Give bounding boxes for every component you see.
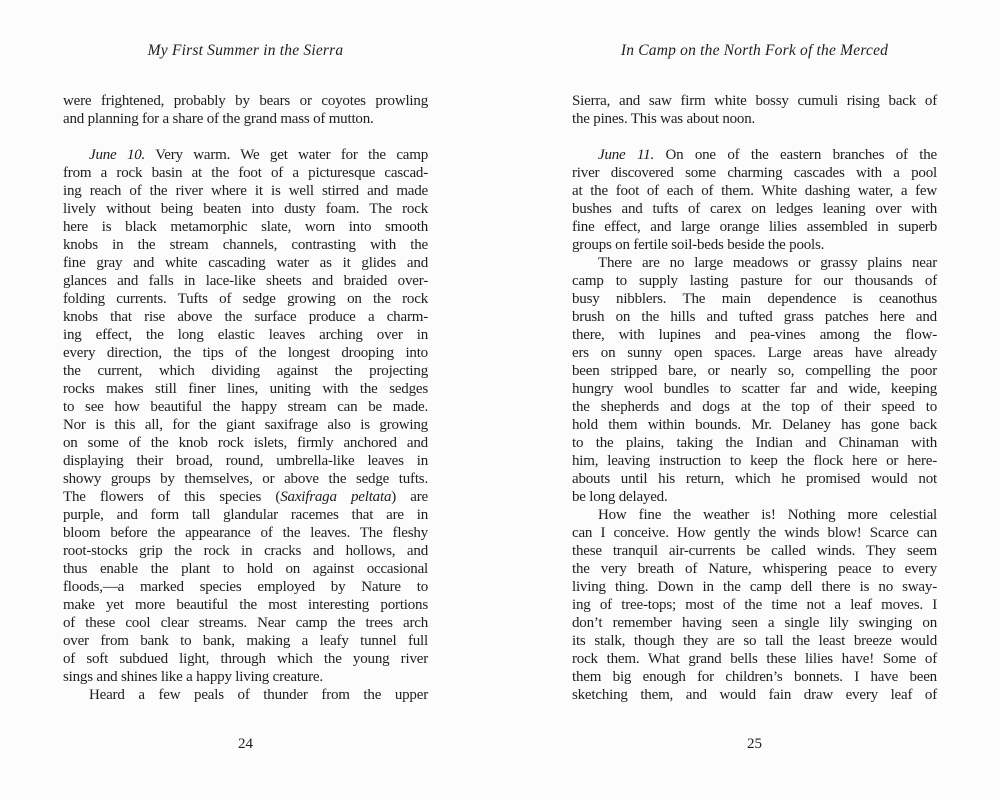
text-line [572,488,937,506]
text-run: river discovered some charming cascades with a pool [572,165,937,181]
text-line [63,668,428,686]
right-page [572,0,937,800]
text-line [63,146,428,164]
text-line [572,362,937,380]
text-line [572,146,937,164]
text-line [63,686,428,704]
text-run: glances and falls in lace-like sheets and braided over- [63,273,428,289]
left-page [63,0,428,800]
text-run: of these cool clear streams. Near camp the trees arch [63,615,428,631]
text-line [572,686,937,704]
text-run: ers on sunny open spaces. Large areas have already [572,345,937,361]
text-line [572,542,937,560]
text-run: the very breath of Nature, whispering peace to every [572,561,937,577]
text-run: The flowers of this species ( [63,489,281,505]
text-line [63,272,428,290]
text-run: of soft subdued light, through which the young river [63,651,428,667]
text-run: on some of the knob rock islets, firmly anchored and [63,435,428,451]
text-run: the shepherds and dogs at the top of their speed to [572,399,937,415]
text-run: Heard a few peals of thunder from the upper [89,687,428,703]
text-line [63,182,428,200]
text-run: There are no large meadows or grassy plains near [598,255,937,271]
text-run: root-stocks grip the rock in cracks and hollows, and [63,543,428,559]
text-run: from a rock basin at the foot of a picturesque cascad- [63,165,428,181]
text-run: don’t remember having seen a single lily swinging on [572,615,937,631]
text-run: How fine the weather is! Nothing more celestial [598,507,937,523]
text-line [572,182,937,200]
text-run: sings and shines like a happy living creature. [63,669,323,685]
text-line [572,218,937,236]
text-line [63,236,428,254]
text-run: ) are [391,489,429,505]
text-run: were frightened, probably by bears or coyotes prowling [63,93,428,109]
text-run: living thing. Down in the camp dell there is no sway- [572,579,937,595]
text-run: over from bank to bank, making a leafy tunnel full [63,633,428,649]
text-run: fine effect, and large orange lilies assembled in superb [572,219,937,235]
text-run: knobs in the stream channels, contrasting with the [63,237,428,253]
text-line [572,380,937,398]
text-line [63,524,428,542]
text-run: to the plains, taking the Indian and Chinaman with [572,435,937,451]
text-run: rock them. What grand bells these lilies have! Some of [572,651,937,667]
text-line [572,560,937,578]
text-line [572,524,937,542]
text-run: ing effect, the long elastic leaves arching over in [63,327,428,343]
text-run: hungry wool bundles to scatter far and wide, keeping [572,381,937,397]
text-line [63,614,428,632]
text-line [572,506,937,524]
text-run: fine gray and white cascading water as it glides and [63,255,428,271]
text-run: its stalk, though they are so tall the least breeze would [572,633,937,649]
text-line [572,308,937,326]
text-line [572,470,937,488]
text-line [572,164,937,182]
text-line [63,380,428,398]
text-line [63,506,428,524]
text-run: showy groups by themselves, or above the sedge tufts. [63,471,428,487]
text-run: every direction, the tips of the longest drooping into [63,345,428,361]
text-line [63,650,428,668]
text-line [572,344,937,362]
text-line [63,110,428,128]
text-run: Sierra, and saw firm white bossy cumuli rising back of [572,93,937,109]
text-line [63,578,428,596]
text-run: these tranquil air-currents be called winds. They seem [572,543,937,559]
text-line [572,92,937,110]
italic-text-run: June 10. [89,147,146,163]
text-line [63,164,428,182]
text-line [572,272,937,290]
text-line [63,254,428,272]
text-line [63,470,428,488]
text-line [63,326,428,344]
text-run: thus enable the plant to hold on against occasional [63,561,428,577]
text-run: the pines. This was about noon. [572,111,756,127]
text-run: been stripped bare, or nearly so, compelling the poor [572,363,937,379]
text-run: abouts until his return, which he promised would not [572,471,937,487]
text-run: and planning for a share of the grand mass of mutton. [63,111,374,127]
text-run: folding currents. Tufts of sedge growing on the rock [63,291,428,307]
text-run: camp to supply lasting pasture for our thousands of [572,273,937,289]
text-line [63,560,428,578]
text-line [63,398,428,416]
text-run: make yet more beautiful the most interesting portions [63,597,428,613]
text-line [572,650,937,668]
text-line [572,398,937,416]
text-run: hold them within bounds. Mr. Delaney has gone back [572,417,937,433]
text-line [63,596,428,614]
text-line [63,362,428,380]
page-number-right: 25 [747,736,762,752]
page-number-left: 24 [238,736,253,752]
text-run: them big enough for children’s bonnets. I have been [572,669,937,685]
text-run: at the foot of each of them. White dashing water, a few [572,183,937,199]
italic-text-run: June 11. [598,147,654,163]
text-line [63,452,428,470]
text-line [572,632,937,650]
text-line [572,326,937,344]
text-run: On one of the eastern branches of the [654,147,937,163]
text-line [572,452,937,470]
text-line [572,290,937,308]
text-line [572,200,937,218]
text-line [572,416,937,434]
text-run: be long delayed. [572,489,668,505]
text-line [63,218,428,236]
text-line [63,416,428,434]
text-run: lively without being beaten into dusty foam. The rock [63,201,428,217]
text-line [63,308,428,326]
text-line [572,434,937,452]
text-run: brush on the hills and tufted grass patches here and [572,309,937,325]
text-line [63,92,428,110]
page-body-right [572,92,937,704]
text-run: ing reach of the river where it is well stirred and made [63,183,428,199]
text-run: him, leaving instruction to keep the flock here or here- [572,453,937,469]
text-run: here is black metamorphic slate, worn into smooth [63,219,428,235]
text-line [572,236,937,254]
text-line [572,110,937,128]
text-line [63,488,428,506]
text-run: purple, and form tall glandular racemes that are in [63,507,428,523]
running-head-right: In Camp on the North Fork of the Merced [620,42,889,59]
text-line [63,200,428,218]
text-run: floods,—a marked species employed by Nature to [63,579,428,595]
text-run: bushes and tufts of carex on ledges leaning over with [572,201,937,217]
text-run: groups on fertile soil-beds beside the pools. [572,237,825,253]
text-line [63,434,428,452]
text-run: to see how beautiful the happy stream can be made. [63,399,428,415]
text-line [572,596,937,614]
text-line [572,614,937,632]
text-line [572,668,937,686]
text-run: sketching them, and would fain draw every leaf of [572,687,937,703]
text-run: busy nibblers. The main dependence is ceanothus [572,291,937,307]
italic-text-run: Saxifraga peltata [280,489,392,505]
text-line [63,632,428,650]
text-line [63,542,428,560]
text-run: rocks makes still finer lines, uniting with the sedges [63,381,428,397]
text-run: Nor is this all, for the giant saxifrage also is growing [63,417,428,433]
text-run: knobs that rise above the surface produce a charm- [63,309,428,325]
text-run: ing of tree-tops; most of the time not a leaf moves. I [572,597,937,613]
text-line [63,344,428,362]
text-line [572,578,937,596]
text-line [63,290,428,308]
text-run: there, with lupines and pea-vines among the flow- [572,327,937,343]
text-run: the current, which dividing against the projecting [63,363,428,379]
text-line [572,254,937,272]
page-body-left [63,92,428,704]
running-head-left: My First Summer in the Sierra [147,42,344,59]
text-run: Very warm. We get water for the camp [145,147,428,163]
text-run: can I conceive. How gently the winds blow! Scarce can [572,525,937,541]
text-run: displaying their broad, round, umbrella-like leaves in [63,453,428,469]
text-run: bloom before the appearance of the leaves. The fleshy [63,525,428,541]
